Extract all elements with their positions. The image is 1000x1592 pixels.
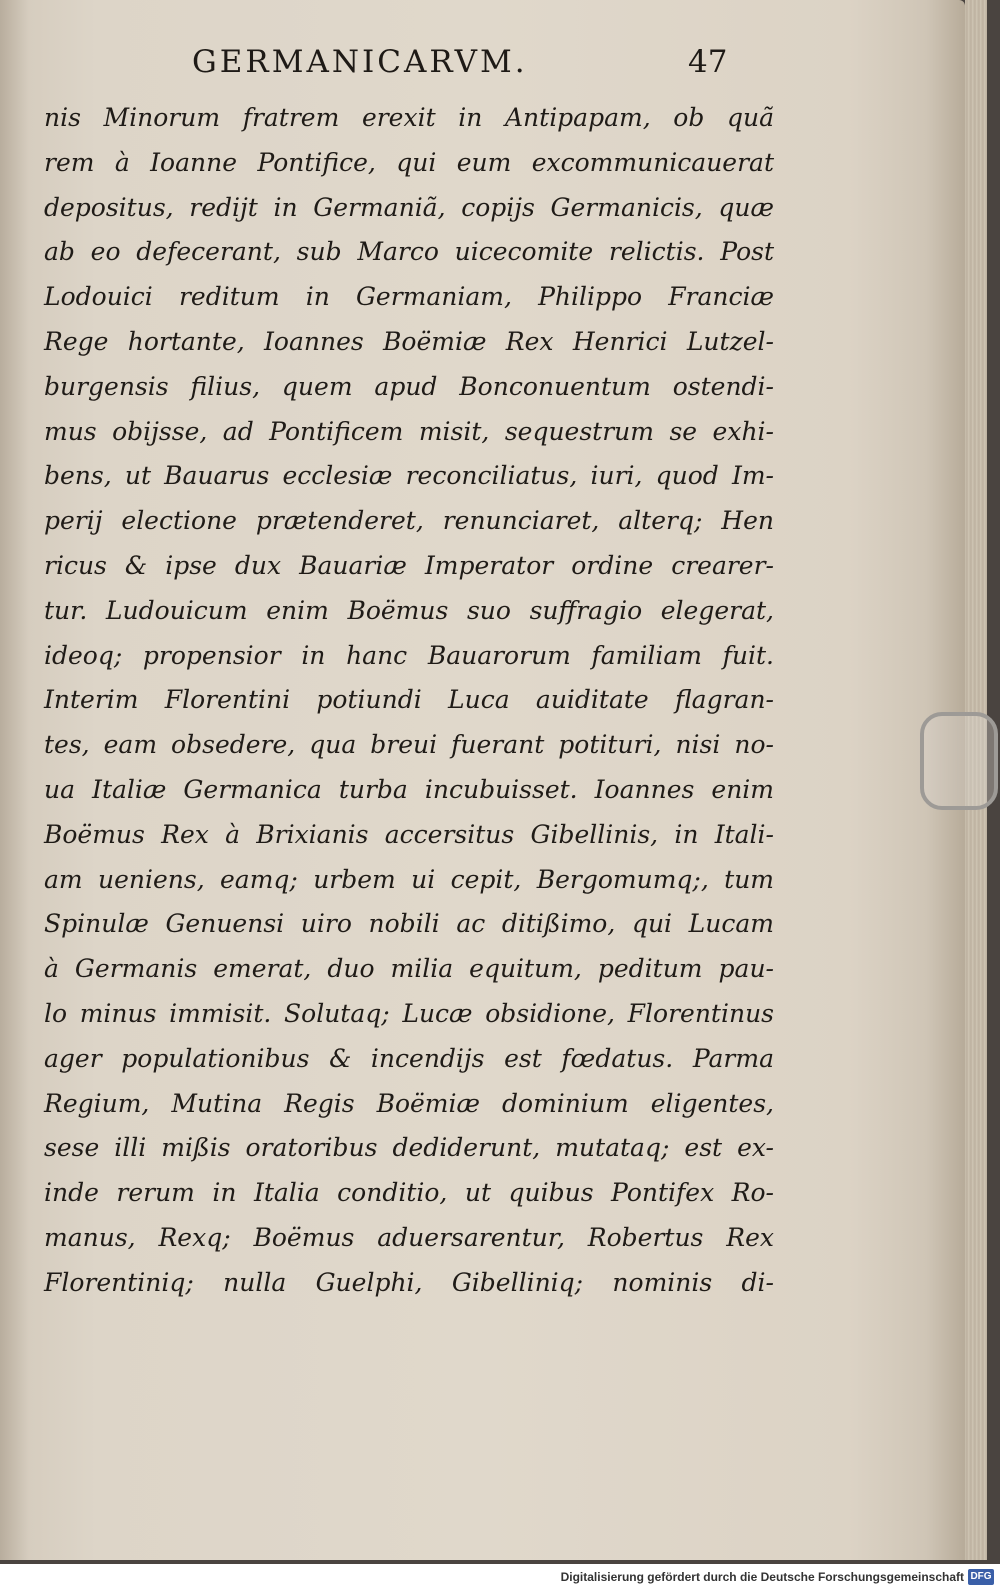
text-line: Rege hortante, Ioannes Boëmiæ Rex Henrici Lutzel-: [44, 326, 774, 356]
text-line: à Germanis emerat, duo milia equitum, peditum pau-: [44, 954, 774, 984]
text-line: ricus & ipse dux Bauariæ Imperator ordine crearer-: [44, 550, 774, 580]
text-line: Interim Florentini potiundi Luca auiditate flagran-: [44, 685, 774, 715]
page-number: 47: [688, 44, 728, 80]
page-header: [0, 38, 965, 88]
running-head: GERMANICARVM.: [192, 44, 528, 80]
text-line: nis Minorum fratrem erexit in Antipapam, ob quã: [44, 103, 774, 132]
text-line: manus, Rexq; Boëmus aduersarentur, Robertus Rex: [44, 1222, 774, 1252]
text-line: rem à Ioanne Pontifice, qui eum excommunicauerat: [44, 147, 774, 177]
text-line: tur. Ludouicum enim Boëmus suo suffragio elegerat,: [44, 595, 774, 625]
text-line: lo minus immisit. Solutaq; Lucæ obsidione, Florentinus: [44, 998, 774, 1028]
text-line: burgensis filius, quem apud Bonconuentum ostendi-: [44, 371, 774, 401]
text-line: Spinulæ Genuensi uiro nobili ac ditißimo, qui Lucam: [44, 909, 774, 939]
text-line: Lodouici reditum in Germaniam, Philippo Franciæ: [44, 282, 774, 312]
text-line: Florentiniq; nulla Guelphi, Gibelliniq; nominis di-: [44, 1267, 774, 1297]
text-line: ab eo defecerant, sub Marco uicecomite relictis. Post: [44, 237, 774, 267]
body-text: [44, 96, 784, 1306]
page-clip: [920, 712, 998, 810]
text-line: Regium, Mutina Regis Boëmiæ dominium eligentes,: [44, 1088, 774, 1118]
text-line: inde rerum in Italia conditio, ut quibus Pontifex Ro-: [44, 1178, 774, 1208]
text-line: periј electione prætenderet, renunciaret, alterq; Hen: [44, 506, 774, 536]
text-line: am ueniens, eamq; urbem ui cepit, Bergomumq;, tum: [44, 864, 774, 894]
text-line: Boëmus Rex à Brixianis accersitus Gibellinis, in Itali-: [44, 819, 774, 849]
digitization-footer: [0, 1564, 1000, 1592]
text-line: mus obiјsse, ad Pontificem misit, sequestrum se exhi-: [44, 416, 774, 446]
funding-credit: Digitalisierung gefördert durch die Deutsche Forschungsgemeinschaft: [560, 1570, 964, 1584]
text-line: ager populationibus & incendiјs est fœdatus. Parma: [44, 1043, 774, 1073]
text-line: sese illi mißis oratoribus dediderunt, mutataq; est ex-: [44, 1133, 774, 1163]
text-line: ideoq; propensior in hanc Bauarorum familiam fuit.: [44, 640, 774, 670]
text-line: tes, eam obsedere, qua breui fuerant potituri, nisi no-: [44, 730, 774, 760]
text-line: depositus, rediјt in Germaniã, copiјs Germanicis, quæ: [44, 192, 774, 222]
dfg-logo: DFG: [968, 1569, 994, 1585]
text-line: ua Italiæ Germanica turba incubuisset. Ioannes enim: [44, 774, 774, 804]
text-line: bens, ut Bauarus ecclesiæ reconciliatus, iuri, quod Im-: [44, 461, 774, 491]
